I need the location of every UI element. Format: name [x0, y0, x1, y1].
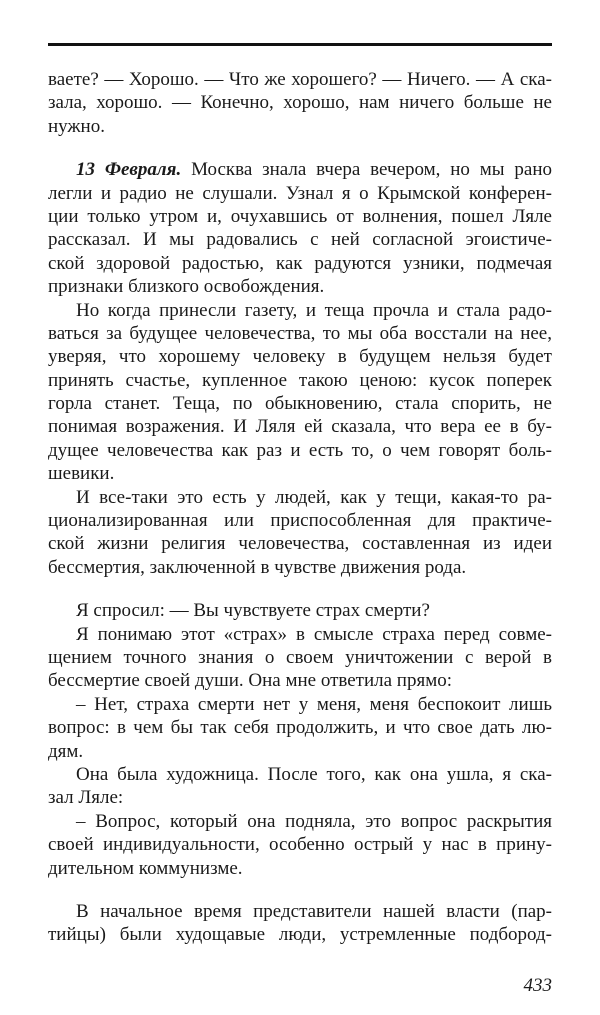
- text-line: дям.: [48, 740, 84, 762]
- text-line: ваться за будущее человечества, то мы оба восстали на нее,: [48, 322, 552, 344]
- text-line: шевики.: [48, 463, 115, 485]
- page-number: 433: [523, 975, 552, 996]
- text-line: зал Ляле:: [48, 787, 124, 809]
- paragraph: [48, 299, 552, 486]
- text-line: Но когда принесли газету, и теща прочла и стала радо-: [76, 299, 552, 321]
- paragraph: [48, 486, 552, 580]
- text-line: – Вопрос, который она подняла, это вопрос раскрытия: [76, 810, 552, 832]
- paragraph: [48, 693, 552, 763]
- text-line: ской жизни религия человечества, составленная из идеи: [48, 533, 552, 555]
- text-line: [48, 158, 552, 181]
- paragraph: [48, 599, 552, 622]
- paragraph: [48, 68, 552, 138]
- text-line: ции только утром и, очухавшись от волнения, пошел Ляле: [48, 205, 552, 227]
- text-line: понимая возражения. И Ляля ей сказала, что вера ее в бу-: [48, 416, 552, 438]
- paragraph: [48, 810, 552, 880]
- text-line: щением точного знания о своем уничтожении с верой в: [48, 646, 552, 668]
- paragraph: [48, 900, 552, 947]
- page-body-text: [48, 68, 552, 947]
- paragraph: [48, 158, 552, 298]
- text-line: бессмертие своей души. Она мне ответила прямо:: [48, 670, 453, 692]
- header-rule: [48, 43, 552, 46]
- text-line: принять счастье, купленное такою ценою: кусок поперек: [48, 369, 552, 391]
- text-line: вопрос: в чем бы так себя продолжить, и что свое дать лю-: [48, 717, 552, 739]
- text-line: уверяя, что хорошему человеку в будущем нельзя будет: [48, 346, 552, 368]
- text-line: И все-таки это есть у людей, как у тещи, какая-то ра-: [76, 486, 552, 508]
- text-line: бессмертия, заключенной в чувстве движения рода.: [48, 556, 467, 578]
- text-line: дительном коммунизме.: [48, 857, 243, 879]
- text-line: ской здоровой радостью, как радуются узники, подмечая: [48, 252, 552, 274]
- text-line: легли и радио не слушали. Узнал я о Крымской конферен-: [48, 182, 552, 204]
- text-line: зала, хорошо. — Конечно, хорошо, нам ничего больше не: [48, 92, 552, 114]
- text-line: В начальное время представители нашей власти (пар-: [76, 900, 552, 922]
- text-line: ционализированная или приспособленная для практиче-: [48, 510, 552, 532]
- text-line-content: Москва знала вчера вечером, но мы рано: [181, 159, 552, 181]
- text-line: тийцы) были худощавые люди, устремленные подбород-: [48, 924, 552, 946]
- text-line: – Нет, страха смерти нет у меня, меня беспокоит лишь: [76, 693, 552, 715]
- paragraph: [48, 763, 552, 810]
- text-line: Я понимаю этот «страх» в смысле страха перед совме-: [76, 623, 552, 645]
- text-line: рассказал. И мы радовались с ней согласной эгоистиче-: [48, 229, 552, 251]
- paragraph: [48, 623, 552, 693]
- text-line: своей индивидуальности, особенно острый у нас в прину-: [48, 834, 552, 856]
- text-line: признаки близкого освобождения.: [48, 276, 325, 298]
- text-line: горла станет. Теща, по обыкновению, стала спорить, не: [48, 393, 552, 415]
- text-line: Я спросил: — Вы чувствуете страх смерти?: [76, 600, 430, 622]
- text-line: ваете? — Хорошо. — Что же хорошего? — Ничего. — А ска-: [48, 69, 552, 90]
- text-line: дущее человечества как раз и есть то, о чем говорят боль-: [48, 439, 552, 461]
- entry-date: 13 Февраля.: [76, 159, 182, 181]
- text-line: Она была художница. После того, как она ушла, я ска-: [76, 763, 552, 785]
- text-line: нужно.: [48, 115, 105, 137]
